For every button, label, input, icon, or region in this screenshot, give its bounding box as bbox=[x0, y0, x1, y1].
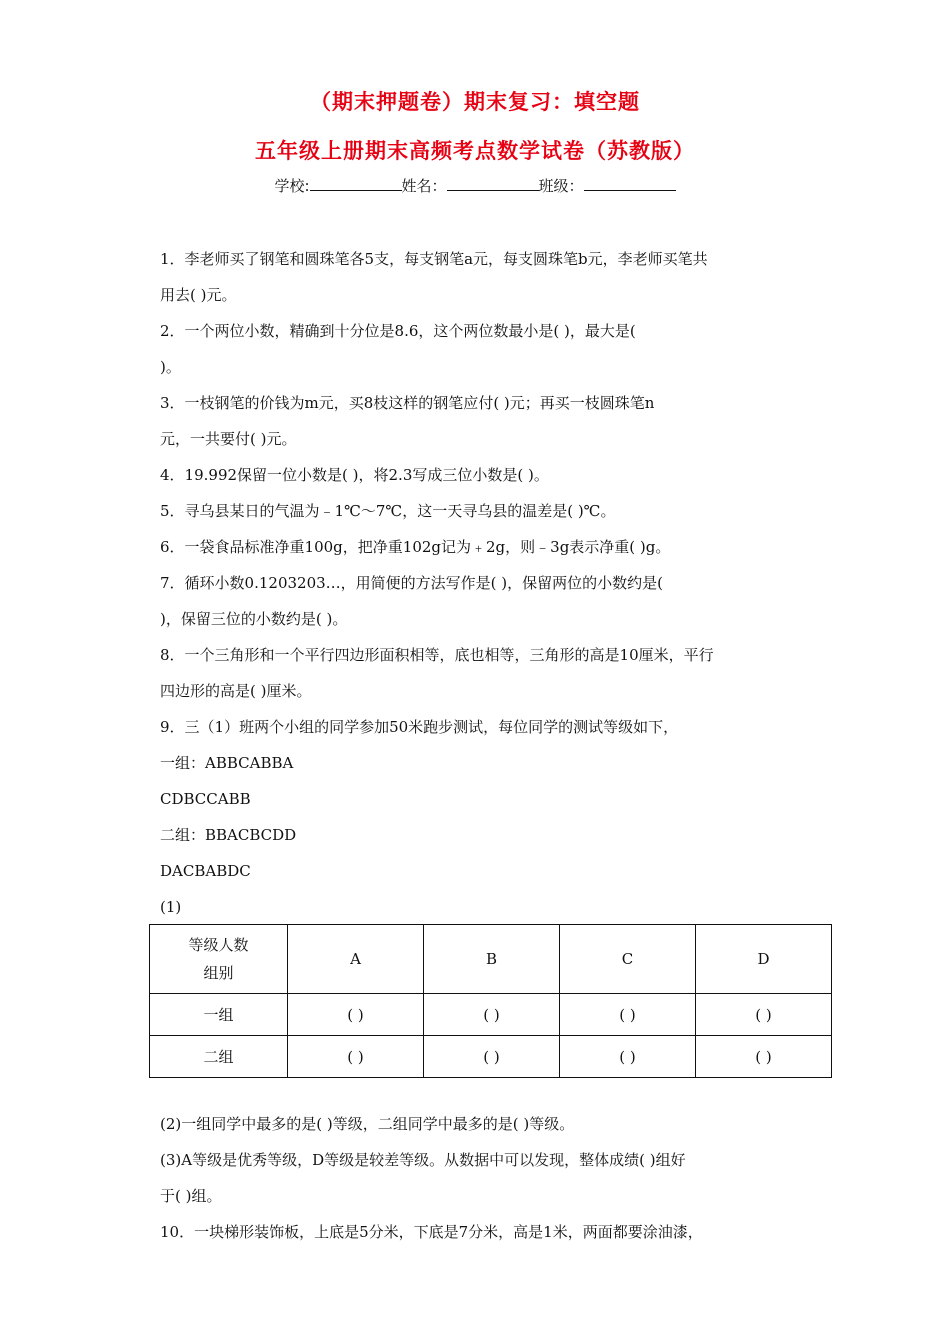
question-line: 元，一共要付( )元。 bbox=[160, 430, 297, 448]
page-subtitle: 五年级上册期末高频考点数学试卷（苏教版） bbox=[255, 139, 695, 163]
class-label: 班级： bbox=[538, 177, 584, 195]
question-line: 7．循环小数0.1203203…，用简便的方法写作是( )，保留两位的小数约是( bbox=[160, 574, 663, 592]
answer-cell[interactable]: ( ) bbox=[696, 1036, 832, 1078]
question-line: (1) bbox=[160, 898, 182, 916]
question-line: 于( )组。 bbox=[160, 1187, 222, 1205]
header-top-label: 等级人数 bbox=[188, 936, 249, 954]
answer-cell[interactable]: ( ) bbox=[424, 1036, 560, 1078]
questions-body bbox=[160, 244, 790, 928]
answer-cell[interactable]: ( ) bbox=[424, 994, 560, 1036]
question-line: 9．三（1）班两个小组的同学参加50米跑步测试，每位同学的测试等级如下， bbox=[160, 718, 679, 736]
question-line: 一组：ABBCABBA bbox=[160, 754, 294, 772]
questions-continued bbox=[160, 1109, 790, 1253]
answer-cell[interactable]: ( ) bbox=[288, 1036, 424, 1078]
question-line: 6．一袋食品标准净重100g，把净重102g记为﹢2g，则﹣3g表示净重( )g。 bbox=[160, 538, 671, 556]
answer-cell[interactable]: ( ) bbox=[696, 994, 832, 1036]
column-header-b: B bbox=[424, 925, 560, 994]
question-line: )，保留三位的小数约是( )。 bbox=[160, 610, 348, 628]
question-line: (2)一组同学中最多的是( )等级，二组同学中最多的是( )等级。 bbox=[160, 1115, 575, 1133]
question-line: 2．一个两位小数，精确到十分位是8.6，这个两位数最小是( )，最大是( bbox=[160, 322, 636, 340]
question-line: DACBABDC bbox=[160, 862, 251, 880]
row-label: 二组 bbox=[150, 1036, 288, 1078]
question-line: (3)A等级是优秀等级，D等级是较差等级。从数据中可以发现，整体成绩( )组好 bbox=[160, 1151, 686, 1169]
answer-cell[interactable]: ( ) bbox=[560, 1036, 696, 1078]
question-line: 10．一块梯形装饰板，上底是5分米，下底是7分米，高是1米，两面都要涂油漆， bbox=[160, 1223, 703, 1241]
table-header-row bbox=[150, 925, 832, 994]
column-header-a: A bbox=[288, 925, 424, 994]
question-line: 四边形的高是( )厘米。 bbox=[160, 682, 312, 700]
question-line: 3．一枝钢笔的价钱为m元，买8枝这样的钢笔应付( )元；再买一枝圆珠笔n bbox=[160, 394, 655, 412]
column-header-d: D bbox=[696, 925, 832, 994]
student-info-line bbox=[0, 175, 950, 196]
question-line: 8．一个三角形和一个平行四边形面积相等，底也相等，三角形的高是10厘米，平行 bbox=[160, 646, 714, 664]
school-blank[interactable] bbox=[310, 176, 402, 191]
row-label: 一组 bbox=[150, 994, 288, 1036]
page-title: （期末押题卷）期末复习：填空题 bbox=[310, 90, 640, 114]
question-line: 二组：BBACBCDD bbox=[160, 826, 297, 844]
school-label: 学校: bbox=[274, 177, 310, 195]
class-blank[interactable] bbox=[584, 176, 676, 191]
question-line: )。 bbox=[160, 358, 181, 376]
question-line: 1．李老师买了钢笔和圆珠笔各5支，每支钢笔a元，每支圆珠笔b元，李老师买笔共 bbox=[160, 250, 708, 268]
question-line: 4．19.992保留一位小数是( )，将2.3写成三位小数是( )。 bbox=[160, 466, 549, 484]
question-line: 5．寻乌县某日的气温为﹣1℃～7℃，这一天寻乌县的温差是( )℃。 bbox=[160, 502, 616, 520]
table-row bbox=[150, 1036, 832, 1078]
column-header-c: C bbox=[560, 925, 696, 994]
answer-cell[interactable]: ( ) bbox=[288, 994, 424, 1036]
table-corner-header bbox=[150, 925, 288, 994]
name-label: 姓名： bbox=[401, 177, 447, 195]
header-bottom-label: 组别 bbox=[203, 964, 234, 982]
grade-count-table bbox=[149, 924, 832, 1078]
name-blank[interactable] bbox=[447, 176, 539, 191]
question-line: 用去( )元。 bbox=[160, 286, 237, 304]
table-row bbox=[150, 994, 832, 1036]
answer-cell[interactable]: ( ) bbox=[560, 994, 696, 1036]
question-line: CDBCCABB bbox=[160, 790, 251, 808]
